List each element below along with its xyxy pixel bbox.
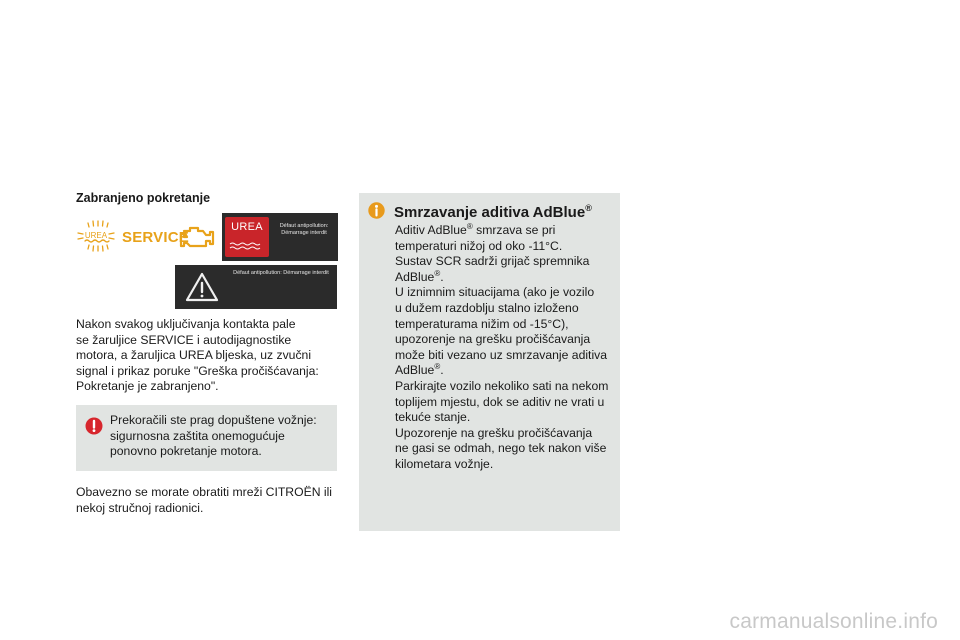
urea-display-screen [222, 213, 338, 261]
registered-mark: ® [466, 221, 473, 231]
liquid-wave-icon [229, 241, 265, 251]
registered-mark: ® [585, 203, 592, 213]
line-text: temperaturi nižoj od oko -11°C. [395, 238, 563, 253]
alert-exclamation-icon [85, 417, 103, 435]
line-text: tekuće stanje. [395, 410, 471, 425]
panel-text-line [395, 317, 617, 333]
text-line: sigurnosna zaštita onemogućuje [110, 428, 285, 443]
section-heading: Zabranjeno pokretanje [76, 191, 211, 205]
line-text: temperaturama nižim od -15°C), [395, 316, 569, 331]
line-text: Sustav SCR sadrži grijač spremnika [395, 254, 590, 269]
panel-text-line [395, 285, 617, 301]
panel-text-line [395, 301, 617, 317]
panel-text-line [395, 426, 617, 442]
text-line: Obavezno se morate obratiti mreži CITROËN ili [76, 485, 333, 499]
screen-message: Défaut antipollution: Démarrage interdit [233, 270, 329, 276]
start-prohibited-description [76, 317, 336, 395]
warning-triangle-icon [185, 271, 219, 303]
panel-text-line [395, 270, 617, 286]
watermark: carmanualsonline.info [729, 610, 938, 633]
panel-text-line [395, 223, 617, 239]
urea-warning-lamp-icon [76, 219, 116, 253]
panel-title-text: Smrzavanje aditiva AdBlue [394, 204, 586, 221]
line-text: može biti vezano uz smrzavanje aditiva [395, 347, 608, 362]
line-text: . [440, 269, 444, 284]
line-text: Upozorenje na grešku pročišćavanja [395, 425, 593, 440]
panel-text-line [395, 254, 617, 270]
line-text: upozorenje na grešku pročišćavanja [395, 332, 591, 347]
line-text: smrzava se pri [472, 223, 556, 237]
info-icon [368, 202, 385, 219]
urea-screen-label: UREA [231, 221, 263, 233]
dealer-contact-text [76, 485, 338, 516]
panel-text-line [395, 348, 617, 364]
service-warning-lamp: SERVICE [122, 229, 189, 246]
text-line: signal i prikaz poruke "Greška pročišćavanja: [76, 363, 319, 378]
text-line: ponovno pokretanje motora. [110, 444, 262, 459]
text-line: motora, a žaruljica UREA bljeska, uz zvučni [76, 348, 312, 363]
urea-red-indicator [225, 217, 269, 257]
panel-text-line [395, 410, 617, 426]
text-line: se žaruljice SERVICE i autodijagnostike [76, 332, 292, 347]
panel-text-line [395, 441, 617, 457]
urea-lamp-label: UREA [84, 231, 108, 240]
line-text: Aditiv AdBlue [395, 223, 467, 237]
line-text: ne gasi se odmah, nego tek nakon više [395, 441, 607, 456]
warning-lamps-row [76, 213, 338, 261]
panel-title [394, 203, 592, 221]
line-text: AdBlue [395, 363, 435, 378]
panel-body [395, 223, 617, 473]
line-text: u dužem razdoblju stalno izloženo [395, 300, 579, 315]
panel-text-line [395, 332, 617, 348]
line-text: toplijem mjestu, dok se aditiv ne vrati u [395, 394, 605, 409]
line-text: U iznimnim situacijama (ako je vozilo [395, 285, 595, 300]
screen-message: Défaut antipollution: Démarrage interdit [279, 223, 329, 236]
text-line: nekoj stručnoj radionici. [76, 500, 204, 515]
panel-text-line [395, 363, 617, 379]
panel-text-line [395, 457, 617, 473]
panel-text-line [395, 239, 617, 255]
warning-display-screen [175, 265, 337, 309]
engine-diagnostic-icon [176, 222, 216, 252]
line-text: Parkirajte vozilo nekoliko sati na nekom [395, 378, 609, 393]
adblue-freezing-info-panel [359, 193, 620, 531]
warning-note-text [110, 413, 331, 460]
text-line: Pokretanje je zabranjeno". [76, 379, 219, 394]
line-text: . [440, 363, 444, 378]
text-line: Prekoračili ste prag dopuštene vožnje: [110, 413, 317, 427]
registered-mark: ® [434, 268, 441, 278]
line-text: kilometara vožnje. [395, 456, 494, 471]
line-text: AdBlue [395, 269, 435, 284]
panel-text-line [395, 379, 617, 395]
panel-text-line [395, 395, 617, 411]
warning-note-box [76, 405, 337, 471]
registered-mark: ® [434, 362, 441, 372]
text-line: Nakon svakog uključivanja kontakta pale [76, 317, 296, 331]
